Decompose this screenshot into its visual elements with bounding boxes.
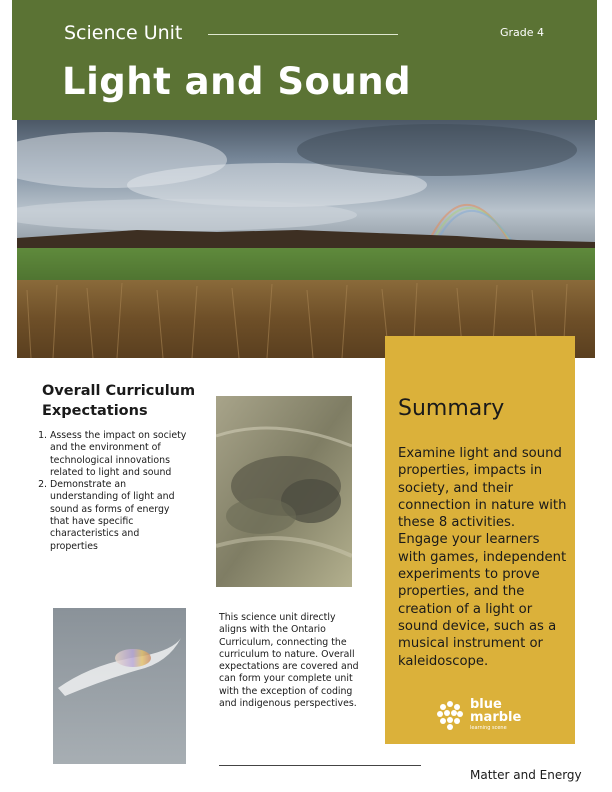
footer-strand-label: Matter and Energy [470, 768, 582, 782]
iridescent-cloud-photo [53, 608, 186, 764]
marble-dots-icon [435, 700, 465, 730]
header-banner [12, 0, 597, 120]
expectations-list [42, 430, 190, 553]
list-item: 2. Demonstrate an understanding of light and sound as forms of energy that have specific characteristics and properties [50, 479, 190, 553]
grade-label: Grade 4 [499, 26, 544, 39]
logo-word-blue: blue [470, 697, 502, 712]
hero-rainbow-field-photo [17, 120, 595, 358]
water-rocks-photo [216, 396, 352, 587]
summary-body: Examine light and sound properties, impacts in society, and their connection in nature with these 8 activities. Engage your learners with games, independent experiments to prove properties, and the creation of a light or sound device, such as a musical instrument or kaleidoscope. [398, 446, 567, 669]
header-divider [208, 34, 398, 35]
unit-label: Science Unit [64, 22, 183, 44]
summary-title: Summary [398, 396, 505, 421]
summary-card [385, 336, 575, 744]
expectations-heading: Overall Curriculum Expectations [42, 383, 196, 419]
blue-marble-logo [435, 698, 555, 734]
logo-word-marble: marble [470, 710, 522, 725]
page-title: Light and Sound [62, 60, 412, 103]
logo-wordmark [470, 698, 521, 724]
footer-divider [219, 765, 421, 766]
logo-tagline: learning scene [470, 725, 507, 731]
list-item: 1. Assess the impact on society and the environment of technological innovations related to light and sound [50, 430, 190, 479]
unit-description: This science unit directly aligns with the Ontario Curriculum, connecting the curriculum to nature. Overall expectations are covered and can form your complete unit with the exception of coding and indigenous perspectives. [219, 612, 359, 710]
